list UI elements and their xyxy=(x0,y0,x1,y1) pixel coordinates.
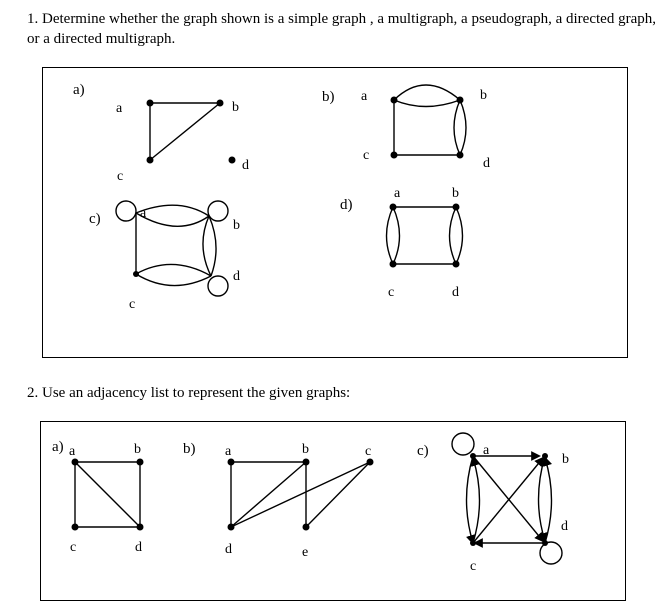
edge-a-c-1 xyxy=(467,456,474,543)
edge-a-b-1 xyxy=(394,85,460,100)
vertex-dot xyxy=(303,524,310,531)
edge-b-d-2 xyxy=(456,207,463,264)
q2-graph-b xyxy=(231,462,370,527)
vertex-label: b xyxy=(302,442,309,457)
vertex-label: d xyxy=(561,519,568,534)
vertex-label: d xyxy=(242,158,249,173)
q1-d-part-label: d) xyxy=(340,197,353,213)
vertex-dot xyxy=(228,524,235,531)
edge-b-d-2 xyxy=(209,216,216,276)
edge-b-d-1 xyxy=(454,100,460,155)
vertex-dot xyxy=(390,204,397,211)
vertex-label: c xyxy=(365,444,372,459)
vertex-dot xyxy=(229,157,236,164)
q1-graph-b xyxy=(394,85,466,155)
vertex-label: a xyxy=(394,186,401,201)
edge-a-b-1 xyxy=(136,205,209,216)
edge-a-b-2 xyxy=(136,213,209,226)
vertex-label: c xyxy=(363,148,370,163)
q1-c-part-label: c) xyxy=(89,211,101,227)
loop-b xyxy=(208,201,228,221)
vertex-label: a xyxy=(225,444,232,459)
vertex-label: c xyxy=(470,559,477,574)
vertex-dot xyxy=(228,459,235,466)
vertex-label: b xyxy=(480,88,487,103)
q2-a-part-label: a) xyxy=(52,439,64,455)
edge-c-e xyxy=(306,462,370,527)
vertex-dot xyxy=(147,157,154,164)
loop-a xyxy=(452,433,474,455)
vertex-label: c xyxy=(70,540,77,555)
edge-a-c-2 xyxy=(393,207,400,264)
edge-c-d-2 xyxy=(136,274,211,286)
vertex-dot xyxy=(453,261,460,268)
q2-c-part-label: c) xyxy=(417,443,429,459)
vertex-dot xyxy=(470,540,476,546)
edge-a-c-1 xyxy=(387,207,394,264)
vertex-label: d xyxy=(233,269,240,284)
edge-b-d-2 xyxy=(460,100,466,155)
vertex-dot xyxy=(453,204,460,211)
q1-graph-d xyxy=(387,207,463,264)
edge-c-d-1 xyxy=(136,264,211,276)
vertex-label: b xyxy=(232,100,239,115)
vertex-dot xyxy=(217,100,224,107)
vertex-label: c xyxy=(117,169,124,184)
edge-c-a-2 xyxy=(473,458,480,543)
q1-b-part-label: b) xyxy=(322,89,335,105)
vertex-label: a xyxy=(69,444,76,459)
vertex-label: c xyxy=(129,297,136,312)
edge-d-b-2 xyxy=(545,458,552,543)
vertex-dot xyxy=(457,152,464,159)
vertex-label: b xyxy=(452,186,459,201)
loop-a xyxy=(116,201,136,221)
vertex-dot xyxy=(367,459,374,466)
vertex-label: d xyxy=(135,540,142,555)
vertex-dot xyxy=(137,459,144,466)
q2-graph-a xyxy=(75,462,140,527)
vertex-dot xyxy=(391,152,398,159)
vertex-dot xyxy=(390,261,397,268)
edge-a-d xyxy=(75,462,140,527)
vertex-label: d xyxy=(452,285,459,300)
vertex-label: a xyxy=(483,443,490,458)
question-1-text: 1. Determine whether the graph shown is a simple graph , a multigraph, a pseudograph, a directed graph, or a directed multigraph. xyxy=(27,11,656,47)
vertex-label: a xyxy=(140,206,147,221)
edge-b-d xyxy=(231,462,306,527)
vertex-label: b xyxy=(134,442,141,457)
edge-a-b-2 xyxy=(394,100,460,107)
vertex-dot xyxy=(147,100,154,107)
loop-d xyxy=(208,276,228,296)
vertex-label: d xyxy=(483,156,490,171)
vertex-dot xyxy=(542,453,548,459)
vertex-dot xyxy=(133,271,139,277)
vertex-dot xyxy=(542,540,548,546)
question-2-text: 2. Use an adjacency list to represent the given graphs: xyxy=(27,385,351,401)
vertex-label: d xyxy=(225,542,232,557)
vertex-dot xyxy=(137,524,144,531)
q2-b-part-label: b) xyxy=(183,441,196,457)
vertex-label: e xyxy=(302,545,309,560)
edge-b-c xyxy=(150,103,220,160)
vertex-label: b xyxy=(562,452,569,467)
vertex-dot xyxy=(470,453,476,459)
edge-b-d-1 xyxy=(450,207,457,264)
edge-c-b xyxy=(473,458,543,543)
q1-graph-c xyxy=(116,201,228,296)
vertex-label: b xyxy=(233,218,240,233)
edge-b-d-1 xyxy=(539,456,546,541)
edge-b-d-1 xyxy=(203,216,211,276)
edge-a-d xyxy=(473,456,543,541)
edge-c-d xyxy=(231,462,370,527)
vertex-label: a xyxy=(116,101,123,116)
vertex-dot xyxy=(72,524,79,531)
vertex-dot xyxy=(391,97,398,104)
vertex-dot xyxy=(457,97,464,104)
q1-graph-a xyxy=(150,103,220,160)
q1-a-part-label: a) xyxy=(73,82,85,98)
vertex-dot xyxy=(72,459,79,466)
vertex-dot xyxy=(303,459,310,466)
vertex-label: a xyxy=(361,89,368,104)
vertex-label: c xyxy=(388,285,395,300)
